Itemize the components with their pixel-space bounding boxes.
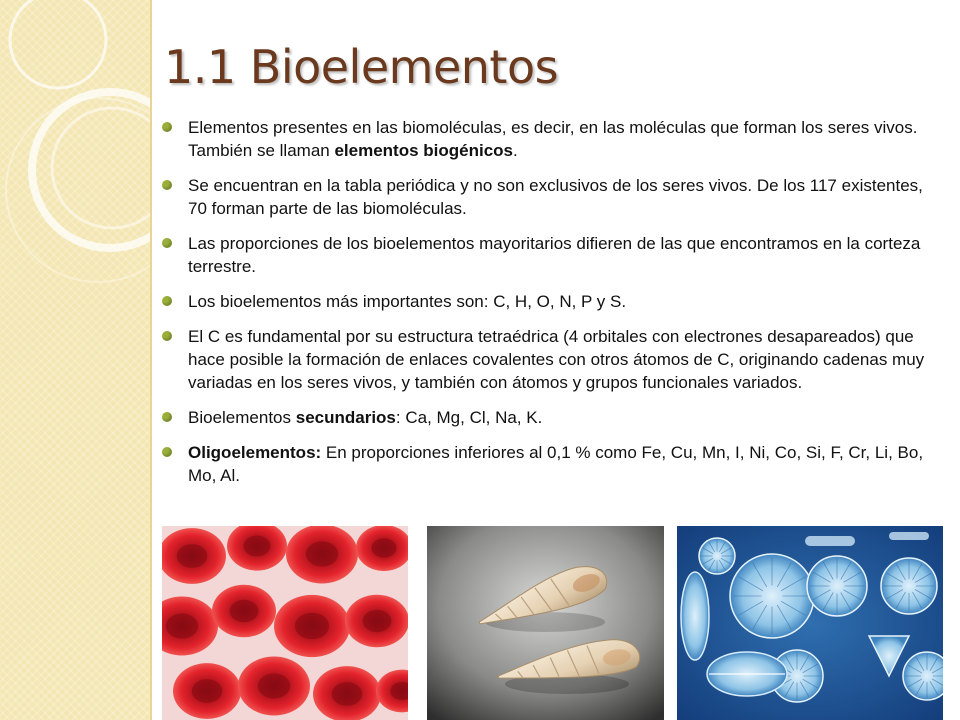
bullet-text: . bbox=[513, 141, 518, 160]
bullet-text: En proporciones inferiores al 0,1 % como Fe, Cu, Mn, I, Ni, Co, Si, F, Cr, Li, Bo, Mo, Al. bbox=[188, 443, 924, 485]
bullet-text-bold: elementos biogénicos bbox=[334, 141, 514, 160]
bullet-item bbox=[160, 290, 930, 313]
bullet-text: Se encuentran en la tabla periódica y no son exclusivos de los seres vivos. De los 117 existentes, 70 forman parte de las biomoléculas. bbox=[188, 176, 923, 218]
bullet-dot-icon bbox=[162, 122, 172, 132]
seashells-photo bbox=[427, 526, 664, 720]
bullet-text: Las proporciones de los bioelementos mayoritarios difieren de las que encontramos en la corteza terrestre. bbox=[188, 234, 921, 276]
bullet-text: Los bioelementos más importantes son: C, H, O, N, P y S. bbox=[188, 292, 627, 311]
decorative-band bbox=[0, 0, 150, 720]
bullet-dot-icon bbox=[162, 238, 172, 248]
bullet-dot-icon bbox=[162, 296, 172, 306]
bullet-dot-icon bbox=[162, 412, 172, 422]
slide-title: 1.1 Bioelementos bbox=[164, 40, 559, 94]
diatoms-photo bbox=[677, 526, 943, 720]
bullet-list bbox=[160, 116, 930, 499]
bullet-text: Bioelementos bbox=[188, 408, 296, 427]
bullet-text-bold: Oligoelementos: bbox=[188, 443, 322, 462]
bullet-dot-icon bbox=[162, 447, 172, 457]
bullet-text: El C es fundamental por su estructura tetraédrica (4 orbitales con electrones desapareados) que hace posible la formación de enlaces covalentes con otros átomos de C, originando cadenas muy variadas en los seres vivos, y también con átomos y grupos funcionales variados. bbox=[188, 327, 925, 392]
red-blood-cells-photo bbox=[162, 526, 408, 720]
bullet-item bbox=[160, 325, 930, 394]
bullet-item bbox=[160, 232, 930, 278]
decorative-circles bbox=[0, 0, 150, 720]
bullet-text-bold: secundarios bbox=[295, 408, 396, 427]
bullet-text: : Ca, Mg, Cl, Na, K. bbox=[395, 408, 543, 427]
bullet-item bbox=[160, 441, 930, 487]
bullet-dot-icon bbox=[162, 180, 172, 190]
bullet-item bbox=[160, 174, 930, 220]
bullet-item bbox=[160, 116, 930, 162]
bullet-item bbox=[160, 406, 930, 429]
bullet-dot-icon bbox=[162, 331, 172, 341]
band-divider bbox=[150, 0, 152, 720]
bullet-text: Elementos presentes en las biomoléculas, es decir, en las moléculas que forman los seres vivos. También se llaman bbox=[188, 118, 918, 160]
